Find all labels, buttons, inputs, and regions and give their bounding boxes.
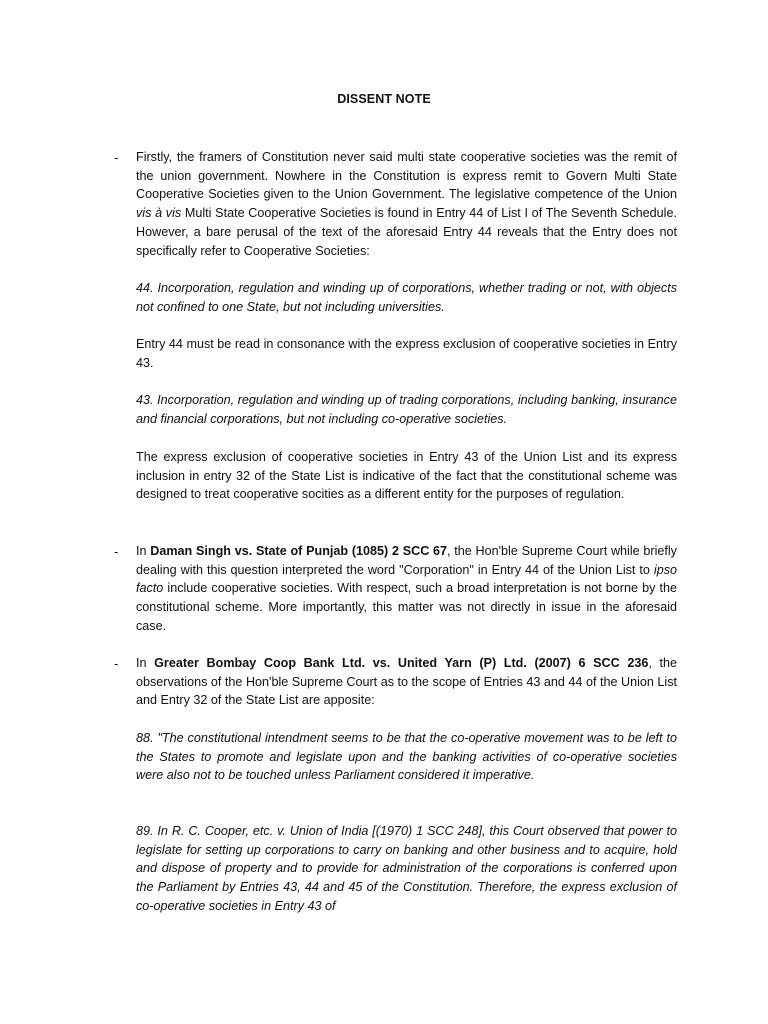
paragraph-express-exclusion: The express exclusion of cooperative societies in Entry 43 of the Union List and its express inclusion in entry 32 of the State List is indicative of the fact that the constitutional scheme was designed to treat cooperative socities as a different entity for the purposes of regulation. — [136, 450, 677, 502]
entry-43-quote: 43. Incorporation, regulation and winding up of trading corporations, including banking, insurance and financial corporations, but not including co-operative societies. — [136, 393, 677, 426]
paragraph-entry-44-consonance: Entry 44 must be read in consonance with the express exclusion of cooperative societies in Entry 43. — [136, 337, 677, 370]
italic-phrase: vis à vis — [136, 206, 182, 221]
document-title: DISSENT NOTE — [337, 92, 431, 106]
paragraph-text: include cooperative societies. With respect, such a broad interpretation is not borne by the constitutional scheme. More importantly, this matter was not directly in issue in the aforesaid case. — [136, 581, 677, 633]
case-citation: Greater Bombay Coop Bank Ltd. vs. United Yarn (P) Ltd. (2007) 6 SCC 236 — [154, 656, 649, 670]
paragraph-text: Firstly, the framers of Constitution never said multi state cooperative societies was the remit of the union government. Nowhere in the Constitution is express remit to Govern Multi State Cooperative Societies given to the Union Government. The legislative competence of the Union — [136, 150, 677, 202]
paragraph-text: Multi State Cooperative Societies is found in Entry 44 of List I of The Seventh Schedule. However, a bare perusal of the text of the aforesaid Entry 44 reveals that the Entry does not specifically refer to Cooperative Societies: — [136, 206, 677, 258]
quote-paragraph-88: 88. "The constitutional intendment seems to be that the co-operative movement was to be left to the States to promote and legislate upon and the banking activities of co-operative societies were also not to be touched unless Parliament considered it imperative. — [136, 731, 677, 783]
quote-paragraph-89: 89. In R. C. Cooper, etc. v. Union of India [(1970) 1 SCC 248], this Court observed that power to legislate for setting up corporations to carry on banking and other business and to acquire, hold and dispose of property and to provide for administration of the corporations is conferred upon the Parliament by Entries 43, 44 and 45 of the Constitution. Therefore, the express exclusion of co-operative societies in Entry 43 of — [136, 824, 677, 913]
paragraph-text: In — [136, 656, 155, 670]
paragraph-greater-bombay — [136, 654, 677, 710]
bullet-marker: - — [114, 150, 119, 165]
paragraph-text: , the Hon'ble Supreme Court while briefly dealing with this question interpreted the word "Corporation" in Entry 44 of the Union List to — [136, 544, 677, 577]
italic-phrase: ipso facto — [136, 562, 677, 596]
case-citation: Daman Singh vs. State of Punjab (1085) 2 SCC 67 — [150, 544, 448, 558]
entry-44-quote: 44. Incorporation, regulation and winding up of corporations, whether trading or not, with objects not confined to one State, but not including universities. — [136, 281, 677, 314]
bullet-marker: - — [114, 656, 119, 671]
paragraph-text: In — [136, 544, 151, 558]
paragraph-daman-singh — [136, 542, 677, 636]
paragraph-legislative-competence — [136, 148, 677, 260]
paragraph-text: , the observations of the Hon'ble Supreme Court as to the scope of Entries 43 and 44 of the Union List and Entry 32 of the State List are apposite: — [136, 656, 677, 708]
bullet-marker: - — [114, 544, 119, 559]
